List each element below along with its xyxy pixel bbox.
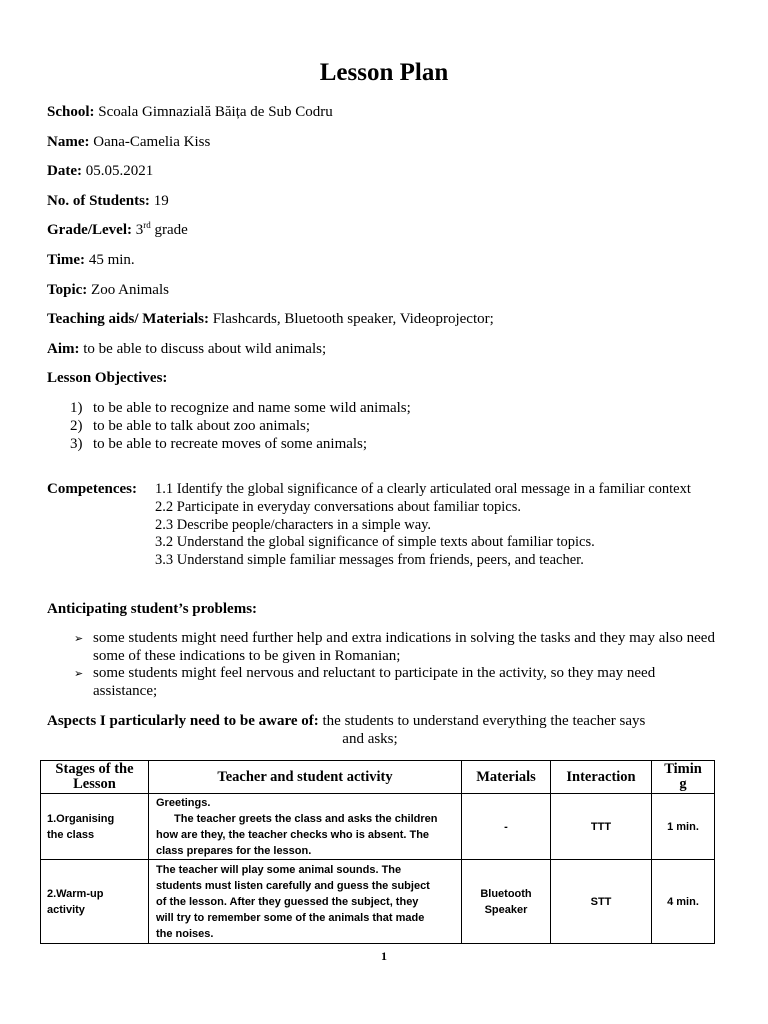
- field-label: Grade/Level:: [47, 222, 132, 239]
- list-item: [47, 630, 720, 665]
- activity-cell: [149, 860, 462, 944]
- field-label: Topic:: [47, 281, 88, 298]
- table-header-row: [41, 761, 715, 794]
- stage-cell: 1.Organising the class: [41, 794, 149, 860]
- field-label: Teaching aids/ Materials:: [47, 311, 209, 328]
- field-label: Time:: [47, 251, 86, 268]
- activity-text: The teacher will play some animal sounds. The students must listen carefully and guess the subject of the lesson. After they guessed the subject, they will try to remember some of the animals that made the noises.: [156, 863, 430, 940]
- field-label: No. of Students:: [47, 192, 150, 209]
- field-value: 3: [135, 222, 144, 239]
- header-interaction: Interaction: [551, 761, 652, 794]
- problems-list: [47, 630, 720, 700]
- list-number: 2): [70, 418, 83, 434]
- list-number: 1): [70, 400, 83, 416]
- aspects-text: the students to understand everything the teacher says: [322, 713, 646, 729]
- field-value: 19: [153, 192, 169, 209]
- competence-item: 3.3 Understand simple familiar messages from friends, peers, and teacher.: [155, 552, 584, 569]
- list-text: some students might feel nervous and reluctant to participate in the activity, so they may need assistance;: [93, 665, 656, 699]
- header-materials: Materials: [462, 761, 551, 794]
- field-date: [47, 162, 727, 192]
- field-value-superscript: rd: [143, 220, 151, 231]
- header-stages: Stages of the Lesson: [41, 761, 149, 794]
- list-text: to be able to talk about zoo animals;: [93, 418, 311, 434]
- list-text: to be able to recreate moves of some animals;: [93, 436, 368, 452]
- info-fields: [47, 103, 727, 369]
- list-item: [47, 417, 720, 435]
- arrow-bullet-icon: [74, 665, 93, 700]
- list-number: 3): [70, 436, 83, 452]
- table-row: [41, 860, 715, 944]
- timing-cell: 1 min.: [652, 794, 715, 860]
- field-value: Oana-Camelia Kiss: [93, 133, 211, 150]
- field-aim: [47, 340, 727, 370]
- list-item: [47, 399, 720, 417]
- page-title: Lesson Plan: [319, 59, 449, 86]
- page-number: 1: [381, 949, 387, 963]
- activity-text: The teacher greets the class and asks the children how are they, the teacher checks who is absent. The class prepares for the lesson.: [156, 812, 438, 857]
- field-label: Date:: [47, 163, 82, 180]
- interaction-cell: STT: [551, 860, 652, 944]
- field-students: [47, 192, 727, 222]
- competence-item: 2.3 Describe people/characters in a simple way.: [155, 516, 432, 533]
- field-value-suffix: grade: [154, 222, 188, 239]
- timing-cell: 4 min.: [652, 860, 715, 944]
- competence-item: 1.1 Identify the global significance of a clearly articulated oral message in a familiar context: [155, 481, 691, 497]
- competences-section: [47, 481, 747, 570]
- objectives-list: [47, 399, 720, 453]
- interaction-cell: TTT: [551, 794, 652, 860]
- objectives-heading: Lesson Objectives:: [47, 370, 168, 387]
- competence-item: 3.2 Understand the global significance of simple texts about familiar topics.: [155, 534, 595, 551]
- header-activity: Teacher and student activity: [149, 761, 462, 794]
- field-label: Aim:: [47, 340, 80, 357]
- field-school: [47, 103, 727, 133]
- field-value: to be able to discuss about wild animals;: [83, 340, 327, 357]
- field-name: [47, 133, 727, 163]
- activity-intro: Greetings.: [156, 796, 211, 809]
- field-value: Zoo Animals: [91, 281, 169, 298]
- field-topic: [47, 281, 727, 311]
- aspects-line: [47, 712, 693, 730]
- field-label: School:: [47, 104, 95, 120]
- list-item: [47, 435, 720, 453]
- table-row: [41, 794, 715, 860]
- header-timing-label: Timing: [664, 761, 702, 792]
- aspects-label: Aspects I particularly need to be aware of:: [47, 713, 319, 729]
- competence-item: 2.2 Participate in everyday conversations about familiar topics.: [155, 498, 522, 515]
- field-value: Scoala Gimnazială Băița de Sub Codru: [98, 104, 333, 120]
- field-value: 45 min.: [88, 251, 135, 268]
- header-timing: [652, 761, 715, 794]
- materials-cell: -: [462, 794, 551, 860]
- field-value: Flashcards, Bluetooth speaker, Videoprojector;: [212, 311, 494, 328]
- stage-cell: 2.Warm-up activity: [41, 860, 149, 944]
- aspects-text-continued: and asks;: [342, 731, 398, 747]
- field-materials: [47, 310, 727, 340]
- list-item: [47, 665, 720, 700]
- materials-cell: Bluetooth Speaker: [462, 860, 551, 944]
- activity-cell: [149, 794, 462, 860]
- competences-label: Competences:: [47, 481, 137, 497]
- list-text: some students might need further help and extra indications in solving the tasks and they may also need some of these indications to be given in Romanian;: [93, 630, 715, 664]
- competences-list: [155, 481, 747, 570]
- field-time: [47, 251, 727, 281]
- field-value: 05.05.2021: [85, 163, 154, 180]
- aspects-section: [47, 712, 693, 748]
- lesson-stages-table: [40, 760, 715, 944]
- field-label: Name:: [47, 133, 90, 150]
- field-grade: [47, 221, 727, 251]
- arrow-bullet-icon: [74, 630, 93, 665]
- problems-heading: Anticipating student’s problems:: [47, 601, 258, 617]
- list-text: to be able to recognize and name some wild animals;: [93, 400, 411, 416]
